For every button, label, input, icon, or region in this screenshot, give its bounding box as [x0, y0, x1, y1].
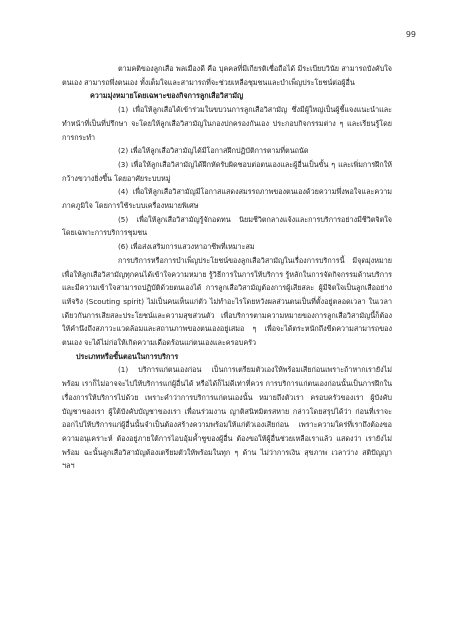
aim-item-5: (5) เพื่อให้ลูกเสือวิสามัญรู้จักอดทน นิยมชีวิตกลางแจ้งและการบริการอย่างมีชีวิตจิตใจ โดยเฉพาะการบริการชุมชน — [62, 214, 392, 238]
heading-service-types: ประเภทหรือขั้นตอนในการบริการ — [76, 351, 179, 361]
page-number: 99 — [405, 30, 416, 39]
heading-specific-aims: ความมุ่งหมายโดยเฉพาะของกิจการลูกเสือวิสามัญ — [90, 91, 244, 101]
aim-item-6: (6) เพื่อส่งเสริมการแสวงหาอาชีพที่เหมาะสม — [118, 242, 255, 252]
paragraph-service: การบริการหรือการบำเพ็ญประโยชน์ของลูกเสือวิสามัญในเรื่องการบริการนี้ มีจุดมุ่งหมาย เพื่อให้ลูกเสือวิสามัญทุกคนได้เข้าใจความหมาย รู้วิธีการในการให้บริการ รู้หลักในการจัดกิจกรรมด้านบริการ และมีความเข้าใจสามารถปฏิบัติด้วยตนเองได้ การลูกเสือวิสามัญต้องการผู้เสียสละ ผู้มีจิตใจเป็นลูกเสืออย่างแท้จริง (Scouting spirit) ไม่เป็นคนเห็นแก่ตัว ไม่ทำอะไรโดยหวังผลส่วนตนเป็นที่ตั้งอยู่ตลอดเวลา ในเวลาเดียวกันการเสียสละประโยชน์และความสุขส่วนตัว เพื่อบริการตามความหมายของการลูกเสือวิสามัญนี้ก็ต้องให้คำนึงถึงสภาวะแวดล้อมและสถานภาพของตนเองอยู่เสมอ ๆ เพื่อจะได้ตระหนักถึงขีดความสามารถของตนเอง จะได้ไม่ก่อให้เกิดความเดือดร้อนแก่ตนเองและครอบครัว — [62, 255, 392, 348]
aim-item-4: (4) เพื่อให้ลูกเสือวิสามัญมีโอกาสแสดงสมรรถภาพของตนเองด้วยความพึ่งพอใจและความภาคภูมิใจ โดยการใช้ระบบเครื่องหมายพิเศษ — [62, 187, 392, 211]
aim-item-3: (3) เพื่อให้ลูกเสือวิสามัญได้ฝึกหัดรับผิดชอบต่อตนเองและผู้อื่นเป็นขั้น ๆ และเพิ่มการฝึกให้กว้างขวางยิ่งขึ้น โดยอาศัยระบบหมู่ — [62, 159, 392, 183]
document-body — [62, 62, 392, 473]
aim-item-1: (1) เพื่อให้ลูกเสือได้เข้าร่วมในขบวนการลูกเสือวิสามัญ ซึ่งมีผู้ใหญ่เป็นผู้ชี้แจงแนะนำและทำหน้าที่เป็นที่ปรึกษา จะโดยให้ลูกเสือวิสามัญในกองปกครองกันเอง ประกอบกิจกรรมต่าง ๆ และเรียนรู้โดยการกระทำ — [62, 105, 392, 142]
aim-item-2: (2) เพื่อให้ลูกเสือวิสามัญได้มีโอกาสฝึกปฏิบัติการตามที่ตนถนัด — [118, 146, 309, 156]
service-item-1: (1) บริการแก่ตนเองก่อน เป็นการเตรียมตัวเองให้พร้อมเสียก่อนเพราะถ้าหากเรายังไม่พร้อม เราก็ไม่อาจจะไปให้บริการแก่ผู้อื่นได้ หรือได้ก็ไม่ดีเท่าที่ควร การบริการแก่ตนเองก่อนนั้นเป็นการฝึกในเรื่องการให้บริการไปด้วย เพราะคำว่าการบริการแก่ตนเองนั้น หมายถึงตัวเรา ครอบครัวของเรา ผู้บังคับบัญชาของเรา ผู้ใต้บังคับบัญชาของเรา เพื่อนร่วมงาน ญาติสนิทมิตรสหาย กล่าวโดยสรุปได้ว่า ก่อนที่เราจะออกไปให้บริการแก่ผู้อื่นนั้นจำเป็นต้องสร้างความพร้อมให้แก่ตัวเองเสียก่อน เพราะความใคร่ที่เราถึงต้องขอความอนุเคราะห์ ต้องอยู่ภายใต้การไอบอุ้มค้ำชูของผู้อื่น ต้องขอให้ผู้อื่นช่วยเหลือเราแล้ว แสดงว่า เรายังไม่พร้อม ฉะนั้นลูกเสือวิสามัญต้องเตรียมตัวให้พร้อมในทุก ๆ ด้าน ไม่ว่าการเงิน สุขภาพ เวลาว่าง สติปัญญา ฯลฯ — [62, 365, 392, 471]
paragraph-intro: ตามคติของลูกเสือ พลเมืองดี คือ บุคคลที่มีเกียรติเชื่อถือได้ มีระเบียบวินัย สามารถบังคับใจตนเอง สามารถพึ่งตนเอง ทั้งเต็มใจและสามารถที่จะช่วยเหลือชุมชนและบำเพ็ญประโยชน์ต่อผู้อื่น — [62, 64, 392, 87]
